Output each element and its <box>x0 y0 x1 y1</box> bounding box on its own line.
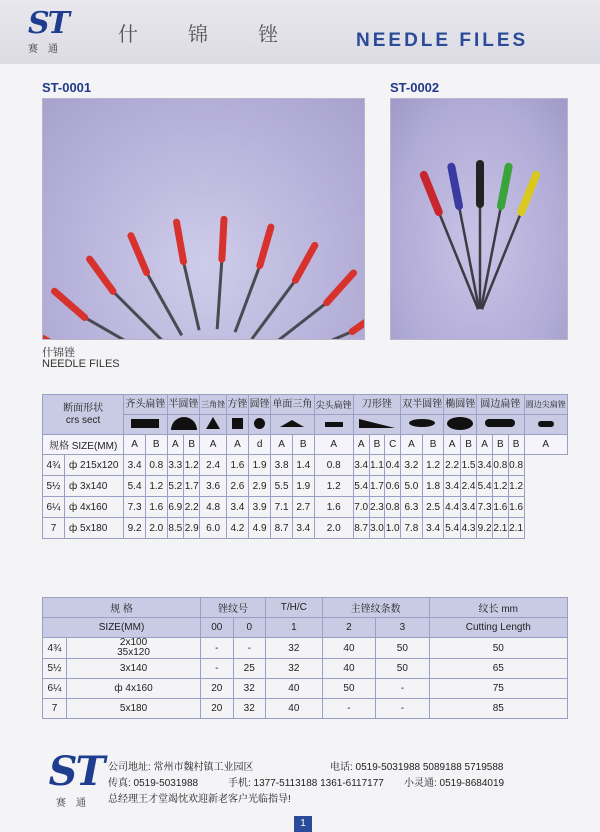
footer-slogan: 总经理王才堂竭忱欢迎新老客户光临指导! <box>108 794 291 805</box>
value-cell: 1.6 <box>226 455 248 476</box>
value-cell: 5.4 <box>444 518 460 539</box>
cut-num: 2 <box>322 618 375 638</box>
value-cell: 1.2 <box>145 476 167 497</box>
shape-name: 圆边扁锉 <box>477 395 524 415</box>
col-letter: B <box>369 435 385 455</box>
shape-name: 圆边尖扁锉 <box>524 395 567 415</box>
value-cell: 3.4 <box>444 476 460 497</box>
value-cell: 4.2 <box>226 518 248 539</box>
value-cell: 4.9 <box>249 518 271 539</box>
value-cell: 0.8 <box>385 497 401 518</box>
shape-name: 刀形锉 <box>353 395 400 415</box>
value-cell: 1.6 <box>492 497 508 518</box>
file-handle <box>55 291 85 317</box>
value-cell: 3.4 <box>226 497 248 518</box>
col-letter: B <box>422 435 444 455</box>
col-letter: A <box>353 435 369 455</box>
value-cell: 2.9 <box>249 476 271 497</box>
logo-mark: ST <box>28 6 68 41</box>
value-cell: 4.3 <box>460 518 476 539</box>
logo-mark-bottom: ST <box>48 748 104 795</box>
size-cell: ф 4x160 <box>65 497 124 518</box>
shape-name: 圆锉 <box>249 395 271 415</box>
col-letter: A <box>401 435 423 455</box>
value-cell: 1.2 <box>508 476 524 497</box>
caption-en: NEEDLE FILES <box>42 358 120 370</box>
pointed-flat-shape-icon <box>314 415 353 435</box>
file-handle <box>131 236 147 273</box>
inch-cell: 5½ <box>43 476 65 497</box>
value-cell: 3.4 <box>422 518 444 539</box>
file-handle <box>222 219 224 259</box>
col-letter-row <box>43 435 568 455</box>
length-cell: 50 <box>429 638 567 659</box>
inch-cell: 4¾ <box>43 638 67 659</box>
col-letter: C <box>385 435 401 455</box>
flat-shape-icon <box>124 415 167 435</box>
logo-sub-bottom: 赛通 <box>56 798 96 809</box>
size-cell: ф 215x120 <box>65 455 124 476</box>
value-cell: 1.4 <box>292 455 314 476</box>
file-blade <box>235 266 260 333</box>
value-cell: 3.4 <box>477 455 493 476</box>
size-cell: ф 5x180 <box>65 518 124 539</box>
value-cell: 2.5 <box>422 497 444 518</box>
spec-row <box>43 518 568 539</box>
col-letter: B <box>460 435 476 455</box>
shape-name: 方锉 <box>226 395 248 415</box>
value-cell: 2.6 <box>226 476 248 497</box>
shape-name: 半圆锉 <box>167 395 200 415</box>
value-cell: 2.2 <box>184 497 200 518</box>
value-cell: 6.3 <box>401 497 423 518</box>
count-cell: 40 <box>265 679 322 699</box>
value-cell: 2.0 <box>145 518 167 539</box>
col-letter: A <box>124 435 146 455</box>
value-cell: 0.8 <box>492 455 508 476</box>
col-letter: B <box>184 435 200 455</box>
value-cell: 5.2 <box>167 476 183 497</box>
value-cell: 1.9 <box>249 455 271 476</box>
value-cell: 1.7 <box>184 476 200 497</box>
main-teeth-label: 主锉纹条数 <box>322 598 429 618</box>
value-cell: 2.4 <box>460 476 476 497</box>
triangle-shape-icon <box>200 415 226 435</box>
value-cell: 5.4 <box>124 476 146 497</box>
file-blade <box>147 273 182 336</box>
product-photo-st0001 <box>42 98 365 340</box>
value-cell: 7.8 <box>401 518 423 539</box>
value-cell: 1.5 <box>460 455 476 476</box>
shape-label-en: crs sect <box>65 414 101 426</box>
inch-cell: 7 <box>43 699 67 719</box>
file-blade <box>183 262 199 331</box>
value-cell: 4.8 <box>200 497 226 518</box>
needle-files-fan-image <box>43 99 365 340</box>
shape-name: 单面三角 <box>271 395 314 415</box>
value-cell: 2.3 <box>369 497 385 518</box>
value-cell: 1.6 <box>145 497 167 518</box>
round-edge-flat-shape-icon <box>477 415 524 435</box>
file-handle <box>43 330 63 340</box>
oval-shape-icon <box>444 415 477 435</box>
col-letter: A <box>444 435 460 455</box>
count-cell: 32 <box>233 699 265 719</box>
logo-top <box>10 8 86 55</box>
file-handle <box>90 259 114 291</box>
logo-bottom <box>38 750 114 809</box>
shape-label-cn: 断面形状 <box>63 402 104 414</box>
cut-row <box>43 679 568 699</box>
logo-sub: 赛通 <box>28 44 68 55</box>
length-en-label: Cutting Length <box>429 618 567 638</box>
value-cell: 8.7 <box>353 518 369 539</box>
spec-row <box>43 476 568 497</box>
count-cell: - <box>376 699 429 719</box>
value-cell: 2.1 <box>492 518 508 539</box>
file-blade <box>217 259 222 329</box>
file-blade <box>482 212 521 309</box>
size-cell: 3x140 <box>67 659 201 679</box>
count-cell: 32 <box>265 659 322 679</box>
value-cell: 8.5 <box>167 518 183 539</box>
value-cell: 1.0 <box>385 518 401 539</box>
value-cell: 5.4 <box>353 476 369 497</box>
col-letter: A <box>200 435 226 455</box>
file-handle <box>501 167 509 206</box>
col-letter: B <box>508 435 524 455</box>
value-cell: 1.9 <box>292 476 314 497</box>
value-cell: 3.0 <box>369 518 385 539</box>
col-letter: d <box>249 435 271 455</box>
inch-cell: 4¾ <box>43 455 65 476</box>
value-cell: 5.0 <box>401 476 423 497</box>
size-cell: ф 4x160 <box>67 679 201 699</box>
shape-name: 齐头扁锉 <box>124 395 167 415</box>
cut-row <box>43 638 568 659</box>
inch-cell: 6¼ <box>43 497 65 518</box>
cut-table <box>42 597 568 719</box>
cut-no-label: 锉纹号 <box>201 598 266 618</box>
page-title-cn: 什锦锉 <box>118 24 328 46</box>
value-cell: 4.4 <box>444 497 460 518</box>
count-cell: 20 <box>201 679 233 699</box>
double-half-round-shape-icon <box>401 415 444 435</box>
col-letter: A <box>524 435 567 455</box>
needle-files-colored-image <box>391 99 568 340</box>
square-shape-icon <box>226 415 248 435</box>
value-cell: 3.4 <box>292 518 314 539</box>
value-cell: 1.2 <box>422 455 444 476</box>
caption-cn: 什锦锉 <box>42 347 75 359</box>
value-cell: 3.2 <box>401 455 423 476</box>
col-letter: A <box>226 435 248 455</box>
file-handle <box>521 175 536 212</box>
count-cell: 40 <box>322 638 375 659</box>
value-cell: 9.2 <box>124 518 146 539</box>
page-title-en: NEEDLE FILES <box>356 30 529 51</box>
footer-phone: 电话: 0519-5031988 5089188 5719588 <box>330 762 504 773</box>
value-cell: 6.9 <box>167 497 183 518</box>
shape-name: 双半圆锉 <box>401 395 444 415</box>
file-handle <box>295 245 314 280</box>
round-edge-pointed-shape-icon <box>524 415 567 435</box>
value-cell: 8.7 <box>271 518 293 539</box>
file-handle <box>424 175 439 212</box>
count-cell: 40 <box>322 659 375 679</box>
value-cell: 0.4 <box>385 455 401 476</box>
footer-mobile: 手机: 1377-5113188 1361-6117177 <box>228 778 384 789</box>
spec-row <box>43 497 568 518</box>
knife-shape-icon <box>353 415 400 435</box>
footer-fax: 传真: 0519-5031988 <box>108 778 199 789</box>
model-label-2: ST-0002 <box>390 80 440 95</box>
count-cell: 50 <box>376 659 429 679</box>
spec-en-label: SIZE(MM) <box>43 618 201 638</box>
cut-num: 00 <box>201 618 233 638</box>
inch-cell: 5½ <box>43 659 67 679</box>
spec-row <box>43 455 568 476</box>
count-cell: - <box>233 638 265 659</box>
value-cell: 0.8 <box>145 455 167 476</box>
value-cell: 1.1 <box>369 455 385 476</box>
inch-cell: 6¼ <box>43 679 67 699</box>
col-letter: A <box>167 435 183 455</box>
value-cell: 0.8 <box>508 455 524 476</box>
col-letter: A <box>477 435 493 455</box>
spec-header-row <box>43 395 568 415</box>
length-cell: 85 <box>429 699 567 719</box>
col-letter: A <box>271 435 293 455</box>
size-cell: 2x100 35x120 <box>67 638 201 659</box>
shape-name: 三角锉 <box>200 395 226 415</box>
col-letter: A <box>314 435 353 455</box>
col-letter: B <box>492 435 508 455</box>
footer-address: 公司地址: 常州市魏村镇工业园区 <box>108 762 254 773</box>
value-cell: 1.2 <box>314 476 353 497</box>
count-cell: 32 <box>233 679 265 699</box>
value-cell: 9.2 <box>477 518 493 539</box>
thc-label: T/H/C <box>265 598 322 618</box>
value-cell: 2.0 <box>314 518 353 539</box>
value-cell: 5.4 <box>477 476 493 497</box>
file-handle <box>177 222 184 261</box>
count-cell: 20 <box>201 699 233 719</box>
col-letter: B <box>292 435 314 455</box>
value-cell: 1.2 <box>184 455 200 476</box>
value-cell: 2.1 <box>508 518 524 539</box>
count-cell: - <box>322 699 375 719</box>
file-blade <box>439 212 478 309</box>
value-cell: 3.8 <box>271 455 293 476</box>
inch-cell: 7 <box>43 518 65 539</box>
shape-name: 尖头扁锉 <box>314 395 353 415</box>
value-cell: 3.4 <box>124 455 146 476</box>
cut-row <box>43 699 568 719</box>
single-triangle-shape-icon <box>271 415 314 435</box>
count-cell: - <box>201 638 233 659</box>
count-cell: 25 <box>233 659 265 679</box>
length-cell: 65 <box>429 659 567 679</box>
count-cell: - <box>201 659 233 679</box>
value-cell: 7.1 <box>271 497 293 518</box>
footer-xlt: 小灵通: 0519-8684019 <box>404 778 505 789</box>
cut-header-row-2 <box>43 618 568 638</box>
cut-header-row-1 <box>43 598 568 618</box>
cut-num: 1 <box>265 618 322 638</box>
value-cell: 3.4 <box>460 497 476 518</box>
value-cell: 6.0 <box>200 518 226 539</box>
file-handle <box>451 167 459 206</box>
round-shape-icon <box>249 415 271 435</box>
file-blade <box>459 206 479 309</box>
spec-cn-label: 规 格 <box>43 598 201 618</box>
size-label: 规格 SIZE(MM) <box>43 435 124 455</box>
value-cell: 1.6 <box>314 497 353 518</box>
spec-table <box>42 394 568 539</box>
file-blade <box>113 291 166 340</box>
value-cell: 3.6 <box>200 476 226 497</box>
value-cell: 1.6 <box>508 497 524 518</box>
value-cell: 1.8 <box>422 476 444 497</box>
count-cell: - <box>376 679 429 699</box>
length-cell: 75 <box>429 679 567 699</box>
value-cell: 0.8 <box>314 455 353 476</box>
value-cell: 3.3 <box>167 455 183 476</box>
file-handle <box>352 309 365 332</box>
file-blade <box>481 206 501 309</box>
file-blade <box>252 280 296 339</box>
value-cell: 0.6 <box>385 476 401 497</box>
value-cell: 7.0 <box>353 497 369 518</box>
length-cn-label: 纹长 mm <box>429 598 567 618</box>
half-round-shape-icon <box>167 415 200 435</box>
value-cell: 7.3 <box>477 497 493 518</box>
file-handle <box>327 273 354 303</box>
file-handle <box>260 227 271 265</box>
shape-label-cell <box>43 395 124 435</box>
count-cell: 50 <box>376 638 429 659</box>
value-cell: 1.7 <box>369 476 385 497</box>
count-cell: 40 <box>265 699 322 719</box>
value-cell: 7.3 <box>124 497 146 518</box>
value-cell: 2.7 <box>292 497 314 518</box>
count-cell: 50 <box>322 679 375 699</box>
col-letter: B <box>145 435 167 455</box>
product-photo-st0002 <box>390 98 568 340</box>
size-cell: ф 3x140 <box>65 476 124 497</box>
value-cell: 2.4 <box>200 455 226 476</box>
cut-num: 0 <box>233 618 265 638</box>
cut-num: 3 <box>376 618 429 638</box>
page-number: 1 <box>294 816 312 832</box>
model-label-1: ST-0001 <box>42 80 92 95</box>
cut-row <box>43 659 568 679</box>
size-cell: 5x180 <box>67 699 201 719</box>
value-cell: 2.9 <box>184 518 200 539</box>
count-cell: 32 <box>265 638 322 659</box>
value-cell: 2.2 <box>444 455 460 476</box>
value-cell: 3.4 <box>353 455 369 476</box>
value-cell: 3.9 <box>249 497 271 518</box>
value-cell: 5.5 <box>271 476 293 497</box>
value-cell: 1.2 <box>492 476 508 497</box>
shape-name: 椭圆锉 <box>444 395 477 415</box>
